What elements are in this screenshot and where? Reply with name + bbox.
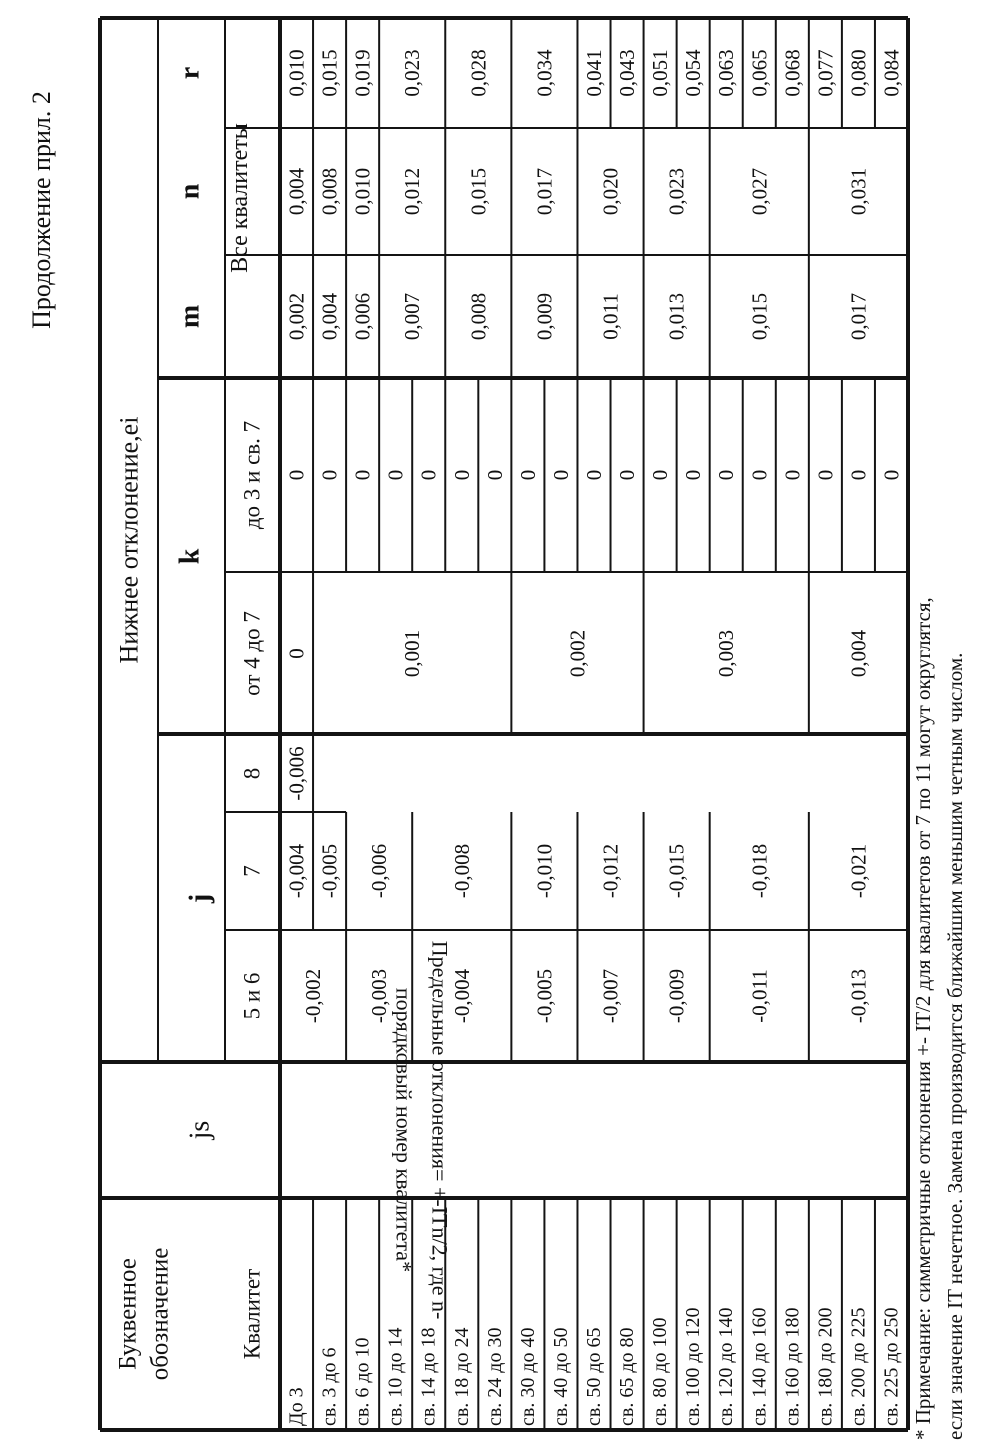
k37-18: 0: [879, 469, 904, 481]
k37-5: 0: [449, 469, 474, 481]
range-17: св. 200 до 225: [847, 1307, 870, 1426]
subhead-j-5-6: 5 и 6: [239, 972, 265, 1020]
range-1: св. 3 до 6: [318, 1347, 341, 1426]
range-6: св. 24 до 30: [483, 1327, 506, 1426]
k37-15: 0: [780, 469, 805, 481]
j7-8: -0,021: [846, 843, 871, 899]
r-15: 0,084: [879, 49, 904, 97]
j7-7: -0,018: [747, 843, 772, 899]
k47-0: 0: [284, 648, 309, 659]
n-8: 0,027: [747, 167, 772, 216]
n-7: 0,023: [664, 167, 689, 216]
r-4: 0,028: [466, 49, 491, 97]
range-16: св. 180 до 200: [814, 1307, 837, 1426]
range-3: св. 10 до 14: [384, 1327, 407, 1426]
n-0: 0,004: [284, 167, 309, 216]
j56-1: -0,003: [367, 968, 392, 1024]
k37-10: 0: [615, 469, 640, 481]
letter-m: m: [174, 304, 206, 329]
k37-12: 0: [681, 469, 706, 481]
range-10: св. 65 до 80: [616, 1327, 639, 1426]
letter-j: j: [184, 893, 216, 904]
deviation-table: [100, 18, 908, 1430]
r-1: 0,015: [317, 49, 342, 97]
j8-0: -0,006: [284, 746, 309, 801]
r-13: 0,077: [813, 49, 838, 97]
r-9: 0,054: [681, 49, 706, 97]
j7-5: -0,012: [598, 843, 623, 899]
k37-2: 0: [350, 469, 375, 481]
n-3: 0,012: [400, 167, 425, 216]
letter-n: n: [174, 183, 206, 200]
n-9: 0,031: [846, 167, 871, 216]
r-7: 0,043: [615, 49, 640, 97]
range-14: св. 140 до 160: [748, 1307, 771, 1426]
j7-1: -0,005: [317, 843, 342, 899]
range-15: св. 160 до 180: [781, 1307, 804, 1426]
m-4: 0,008: [466, 292, 491, 341]
subhead-all-grades: Все квалитеты: [227, 123, 253, 273]
n-6: 0,020: [598, 167, 623, 216]
r-0: 0,010: [284, 49, 309, 97]
letter-r: r: [174, 66, 206, 80]
k47-1: 0,001: [400, 629, 425, 678]
j7-2: -0,006: [367, 843, 392, 899]
range-2: св. 6 до 10: [351, 1337, 374, 1426]
j56-4: -0,007: [598, 968, 623, 1024]
letter-designation-2: обозначение: [146, 1247, 174, 1381]
n-5: 0,017: [532, 167, 557, 216]
range-8: св. 40 до 50: [549, 1327, 572, 1426]
letter-designation-1: Буквенное: [114, 1258, 142, 1370]
r-6: 0,041: [582, 49, 606, 97]
m-5: 0,009: [532, 292, 557, 341]
n-1: 0,008: [317, 167, 342, 216]
k37-16: 0: [813, 469, 838, 481]
range-0: До 3: [285, 1387, 308, 1426]
subhead-k-3-7: до 3 и св. 7: [239, 420, 265, 530]
js-note-line-1: Предельные отклонения= +-ITn/2, где n-: [427, 940, 453, 1320]
r-3: 0,023: [400, 49, 425, 97]
k37-17: 0: [846, 469, 871, 481]
k37-0: 0: [284, 469, 309, 481]
footnote-line-1: * Примечание: симметричные отклонения +- IT/2 для квалитетов от 7 по 11 могут округлятся,: [911, 597, 935, 1440]
j56-0: -0,002: [301, 968, 326, 1024]
r-12: 0,068: [780, 49, 805, 97]
range-7: св. 30 до 40: [516, 1327, 539, 1426]
j7-4: -0,010: [532, 843, 557, 899]
r-8: 0,051: [648, 49, 673, 97]
range-18: св. 225 до 250: [880, 1307, 903, 1426]
k37-3: 0: [383, 469, 408, 481]
range-13: св. 120 до 140: [715, 1307, 738, 1426]
m-8: 0,015: [747, 292, 772, 341]
m-7: 0,013: [664, 292, 689, 341]
lower-deviation-title: Нижнее отклонение,ei: [114, 416, 144, 664]
k47-2: 0,002: [565, 629, 590, 678]
k37-6: 0: [482, 469, 507, 481]
j7-6: -0,015: [664, 843, 689, 899]
js-note-line-2: порядковый номер квалитета*: [391, 987, 417, 1273]
qualitet-label: Квалитет: [239, 1268, 265, 1360]
m-9: 0,017: [846, 292, 871, 341]
j7-3: -0,008: [449, 843, 474, 899]
r-10: 0,063: [714, 49, 739, 97]
r-11: 0,065: [747, 49, 772, 97]
r-5: 0,034: [532, 49, 557, 97]
letter-js: js: [184, 1120, 216, 1140]
subhead-k-4-7: от 4 до 7: [239, 611, 265, 696]
footnote: [911, 597, 967, 1440]
j7-0: -0,004: [284, 843, 309, 899]
k37-14: 0: [747, 469, 772, 481]
k37-13: 0: [714, 469, 739, 481]
k37-1: 0: [317, 469, 342, 481]
m-3: 0,007: [400, 292, 425, 341]
m-2: 0,006: [350, 292, 375, 341]
range-4: св. 14 до 18: [417, 1327, 440, 1426]
r-2: 0,019: [350, 49, 375, 97]
j56-3: -0,005: [532, 968, 557, 1024]
j56-5: -0,009: [664, 968, 689, 1024]
k37-7: 0: [515, 469, 540, 481]
footnote-line-2: если значение IT нечетное. Замена производится ближайшим меньшим четным числом.: [943, 652, 967, 1440]
range-9: св. 50 до 65: [583, 1327, 605, 1426]
j56-2: -0,004: [449, 968, 474, 1024]
range-12: св. 100 до 120: [682, 1307, 705, 1426]
continuation-header: Продолжение прил. 2: [27, 91, 56, 329]
k37-8: 0: [548, 469, 573, 481]
j56-7: -0,013: [846, 968, 871, 1024]
k37-4: 0: [416, 469, 441, 481]
m-1: 0,004: [317, 292, 342, 341]
range-5: св. 18 до 24: [450, 1327, 473, 1426]
subhead-j-7: 7: [239, 865, 265, 877]
k37-11: 0: [648, 469, 673, 481]
r-14: 0,080: [846, 49, 871, 97]
k37-9: 0: [582, 469, 606, 481]
subhead-j-8: 8: [239, 767, 265, 780]
n-2: 0,010: [350, 167, 375, 216]
j56-6: -0,011: [747, 969, 772, 1023]
m-6: 0,011: [598, 293, 623, 340]
range-11: св. 80 до 100: [649, 1317, 672, 1426]
letter-k: k: [174, 548, 206, 565]
m-0: 0,002: [284, 292, 309, 341]
k47-3: 0,003: [714, 629, 739, 678]
n-4: 0,015: [466, 167, 491, 216]
k47-4: 0,004: [846, 629, 871, 678]
